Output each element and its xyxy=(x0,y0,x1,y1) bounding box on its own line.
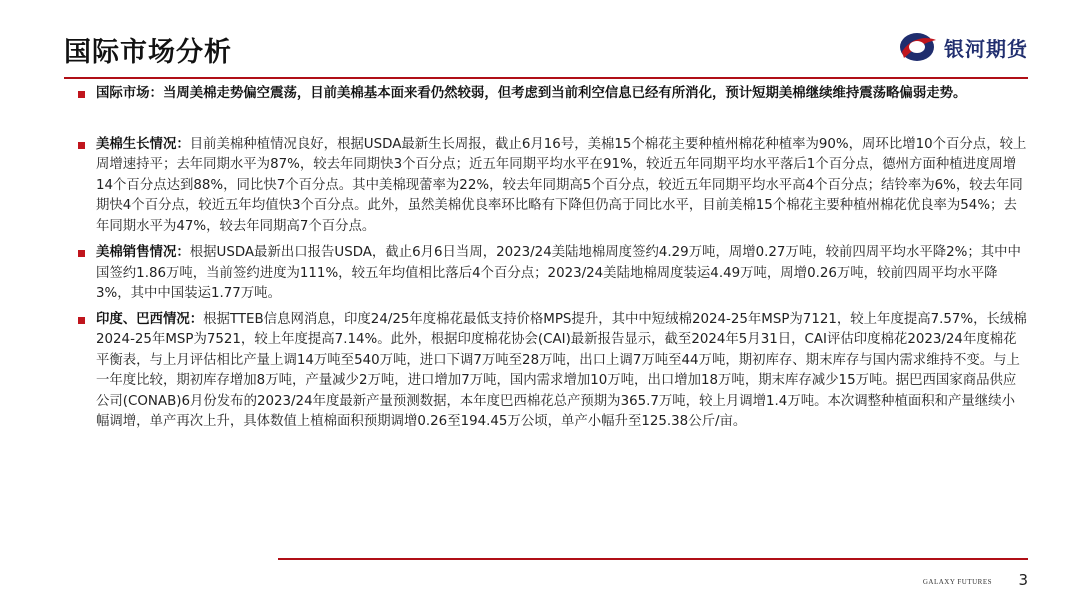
header-divider xyxy=(64,77,1028,79)
logo xyxy=(896,30,1028,64)
bullet-square-icon xyxy=(78,142,85,149)
logo-text: 银河期货 xyxy=(944,36,1028,61)
content-body xyxy=(78,84,1028,433)
galaxy-logo-icon xyxy=(896,30,938,64)
page-title: 国际市场分析 xyxy=(64,37,232,68)
bullet-us-cotton-sales xyxy=(78,243,1028,305)
bullet-square-icon xyxy=(78,317,85,324)
paragraph-text: 根据TTEB信息网消息，印度24/25年度棉花最低支持价格MPS提升，其中中短绒棉2024-25年MSP为7121，较上年度提高7.57%，长绒棉2024-25年MSP为7521，较上年度提高7.14%。此外，根据印度棉花协会(CAI)最新报告显示，截至2024年5月31日，CAI评估印度棉花2023/24年度棉花平衡表，与上月评估相比产量上调14万吨至540万吨，进口下调7万吨至28万吨，出口上调7万吨至44万吨，期初库存、期末库存与国内需求维持不变。与上一年度比较，期初库存增加8万吨，产量减少2万吨，进口增加7万吨，国内需求增加10万吨，出口增加18万吨，期末库存减少15万吨。据巴西国家商品供应公司(CONAB)6月份发布的2023/24年度最新产量预测数据，本年度巴西棉花总产预期为365.7万吨，较上月调增1.4万吨。本次调整种植面积和产量继续小幅调增，单产再次上升，具体数值上植棉面积预期调增0.26至194.45万公顷，单产小幅升至125.38公斤/亩。 xyxy=(96,311,1027,429)
paragraph-text: 根据USDA最新出口报告USDA，截止6月6日当周，2023/24美陆地棉周度签约4.29万吨，周增0.27万吨，较前四周平均水平降2%；其中中国签约1.86万吨，当前签约进度为111%，较五年均值相比落后4个百分点；2023/24美陆地棉周度装运4.49万吨，周增0.26万吨，较前四周平均水平降3%，其中中国装运1.77万吨。 xyxy=(96,245,1021,301)
bullet-india-brazil xyxy=(78,310,1028,433)
paragraph-heading: 美棉销售情况： xyxy=(96,245,190,260)
paragraph-heading: 印度、巴西情况： xyxy=(96,311,204,327)
paragraph-text: 国际市场：当周美棉走势偏空震荡，目前美棉基本面来看仍然较弱，但考虑到当前利空信息已经有所消化，预计短期美棉继续维持震荡略偏弱走势。 xyxy=(96,86,967,101)
bullet-square-icon xyxy=(78,250,85,257)
bullet-international-market xyxy=(78,84,1028,105)
footer-divider xyxy=(278,558,1028,560)
paragraph-text: 目前美棉种植情况良好，根据USDA最新生长周报，截止6月16号，美棉15个棉花主要种植州棉花种植率为90%，周环比增10个百分点，较上周增速持平；去年同期水平为87%，较去年同期快3个百分点；近五年同期平均水平在91%，较近五年同期平均水平落后1个百分点，德州方面种植进度周增14个百分点达到88%，同比快7个百分点。其中美棉现蕾率为22%，较去年同期高5个百分点，较近五年同期平均水平高4个百分点；结铃率为6%，较去年同期快4个百分点，较近五年均值快3个百分点。此外，虽然美棉优良率环比略有下降但仍高于同比水平，目前美棉15个棉花主要种植州棉花优良率为54%；去年同期水平为47%，较去年同期高7个百分点。 xyxy=(96,136,1027,234)
paragraph-heading: 美棉生长情况： xyxy=(96,136,190,152)
footer-brand: GALAXY FUTURES xyxy=(922,578,992,586)
page-number: 3 xyxy=(1018,571,1028,589)
bullet-us-cotton-growth xyxy=(78,135,1028,238)
bullet-square-icon xyxy=(78,91,85,98)
